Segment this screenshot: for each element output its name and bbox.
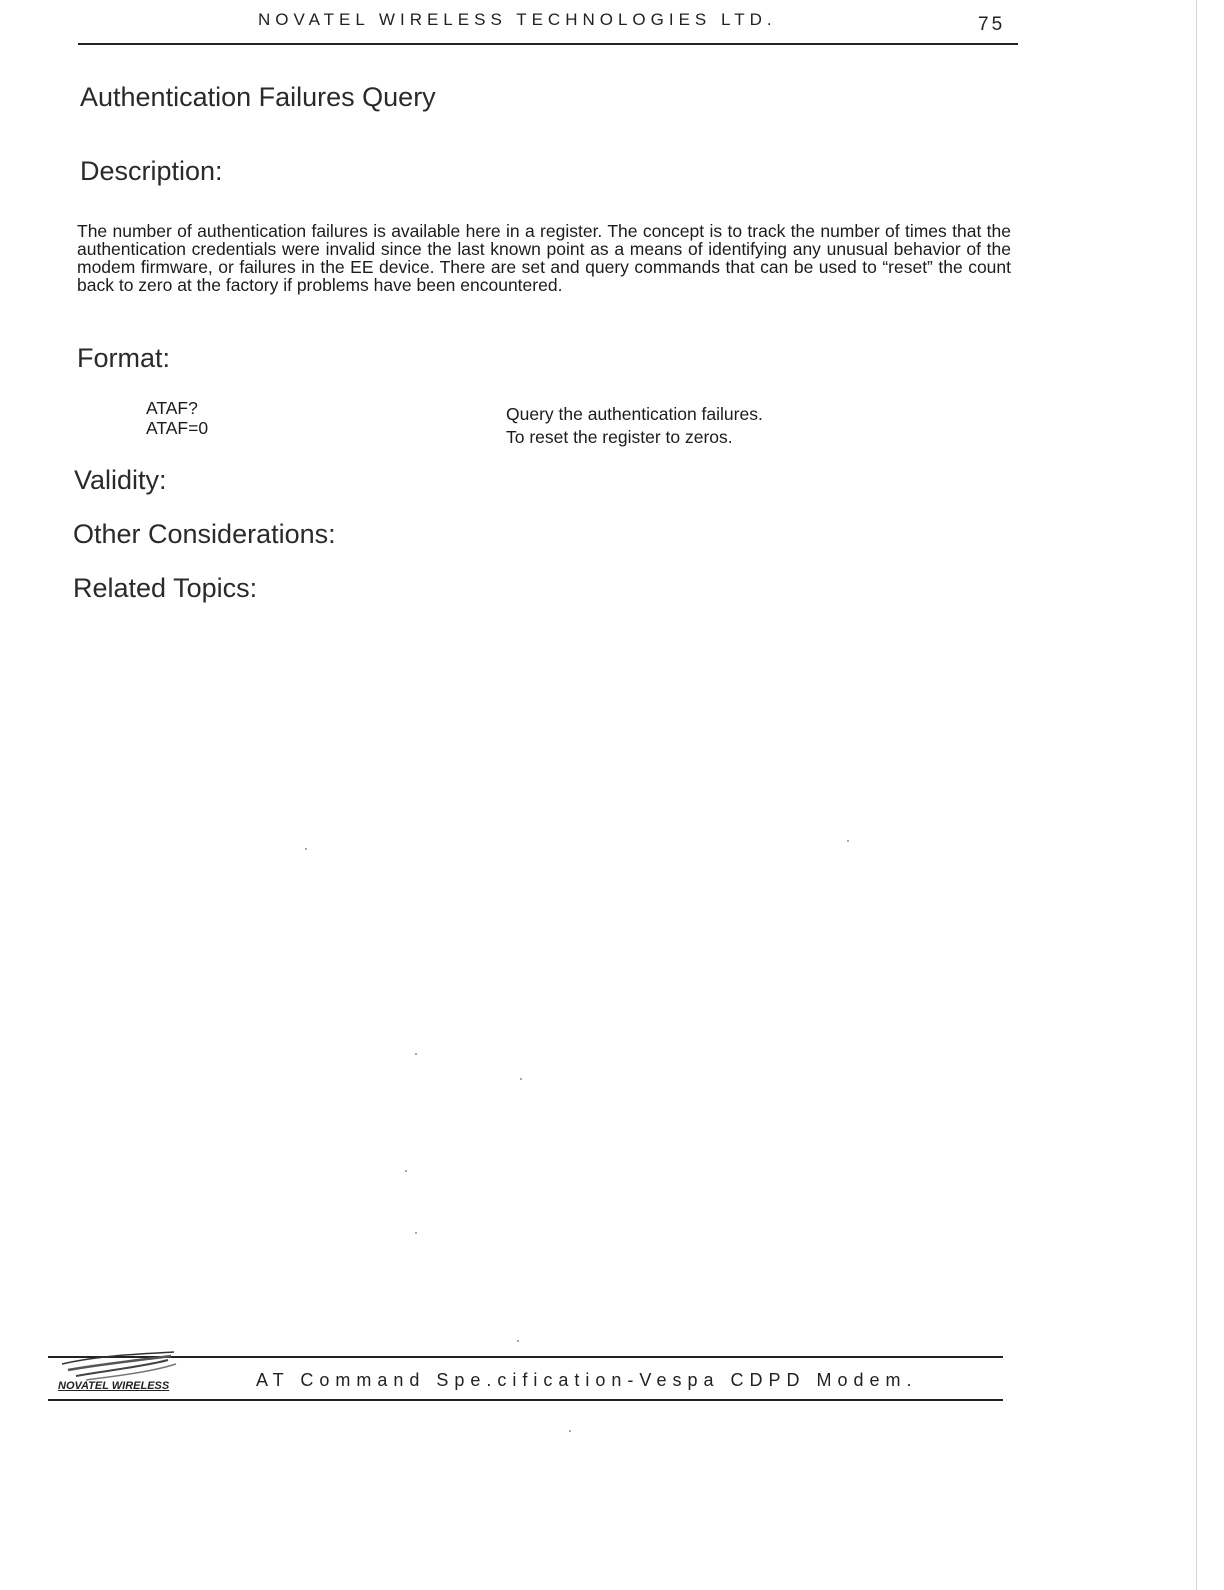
format-table xyxy=(146,398,846,447)
header-company: NOVATEL WIRELESS TECHNOLOGIES LTD. xyxy=(258,10,777,29)
page-title: Authentication Failures Query xyxy=(80,82,436,112)
related-topics-heading: Related Topics: xyxy=(73,573,258,603)
format-description: To reset the register to zeros. xyxy=(506,427,733,447)
format-heading: Format: xyxy=(77,343,171,373)
other-considerations-heading: Other Considerations: xyxy=(73,519,336,549)
footer-rule-bottom xyxy=(48,1399,1003,1401)
header-rule xyxy=(78,43,1018,45)
page-number: 75 xyxy=(978,14,1006,35)
scan-speck xyxy=(847,840,849,842)
validity-heading: Validity: xyxy=(74,465,167,495)
description-body: The number of authentication failures is available here in a register. The concept is to track the number of times that the authentication credentials were invalid since the last known point as a means of identifying any unusual behavior of the modem firmware, or failures in the EE device. There are set and query commands that can be used to “reset” the count back to zero at the factory if problems have been encountered. xyxy=(77,221,1011,295)
format-row xyxy=(146,398,846,424)
format-command: ATAF? xyxy=(146,398,198,418)
scan-speck xyxy=(569,1430,571,1432)
scan-edge xyxy=(1196,0,1197,1590)
scan-speck xyxy=(415,1232,417,1234)
format-row xyxy=(146,418,846,447)
format-command: ATAF=0 xyxy=(146,418,209,438)
format-description: Query the authentication failures. xyxy=(506,404,763,424)
scan-speck xyxy=(305,848,307,850)
scan-speck xyxy=(517,1340,519,1342)
footer-rule-top xyxy=(48,1356,1003,1358)
footer-logo-text: NOVATEL WIRELESS xyxy=(58,1380,170,1392)
scan-speck xyxy=(405,1170,407,1172)
footer-document-title: AT Command Spe.cification-Vespa CDPD Modem. xyxy=(256,1370,918,1390)
description-heading: Description: xyxy=(80,156,223,186)
scan-speck xyxy=(520,1078,522,1080)
scan-speck xyxy=(415,1053,417,1055)
